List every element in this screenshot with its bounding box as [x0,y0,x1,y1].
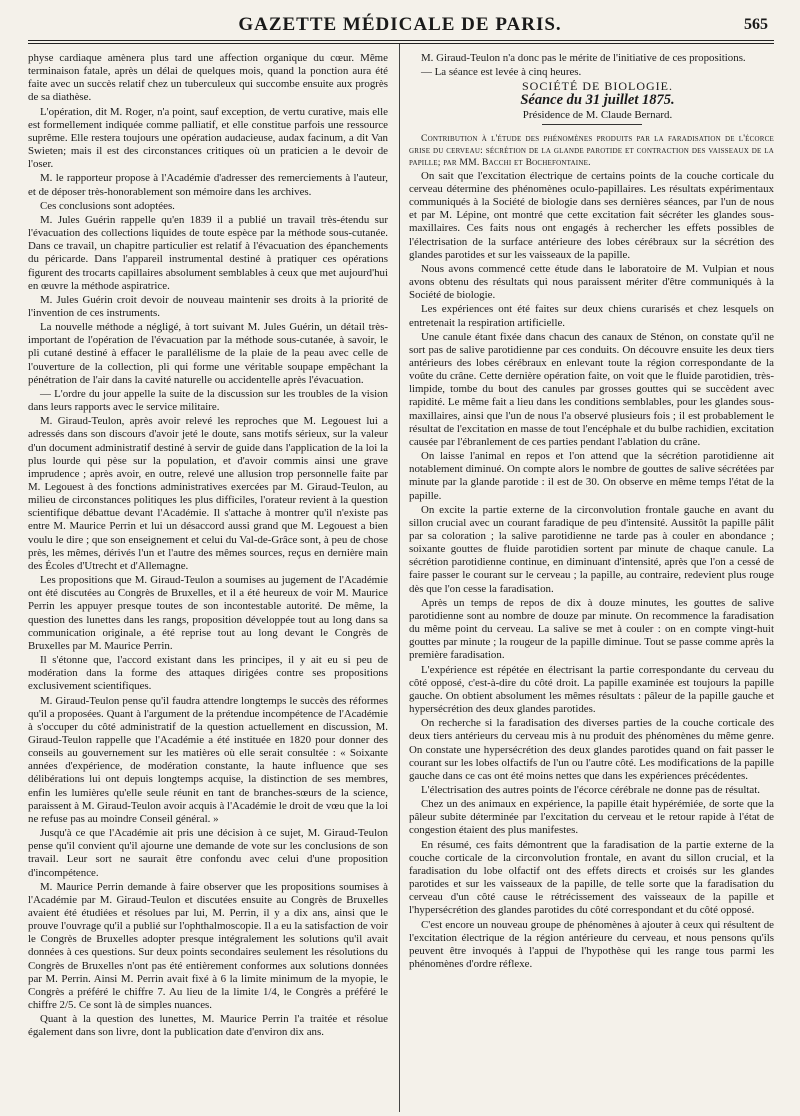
paragraph: Les propositions que M. Giraud-Teulon a soumises au jugement de l'Académie ont été discutées au Congrès de Bruxelles, et il a été heureux de voir M. Maurice Perrin les appuyer presque toutes de son incontestable autorité. De même, la question des lunettes dans les rangs, proposition développée tout au long dans sa communication originale, a été reprise tout au long devant le Congrès de Bruxelles par M. Maurice Perrin. [28,574,388,652]
paragraph: L'électrisation des autres points de l'écorce cérébrale ne donne pas de résultat. [421,783,760,796]
paragraph: L'expérience est répétée en électrisant la partie correspondante du cerveau du côté opposé, c'est-à-dire du côté droit. La papille examinée est toujours la papille gauche. On obtient absolument les mêmes résultats : pâleur de la papille gauche et hypersécrétion des deux glandes parotides. [409,663,774,716]
page-number: 565 [744,16,768,33]
paragraph: Les expériences ont été faites sur deux chiens curarisés et chez lesquels on entretenait la respiration artificielle. [409,303,774,329]
column-divider [399,44,400,1112]
journal-title: GAZETTE MÉDICALE DE PARIS. [238,14,562,35]
left-column [28,52,388,1112]
paragraph: On laisse l'animal en repos et l'on attend que la sécrétion parotidienne ait notablement diminué. On compte alors le nombre de gouttes de salive sécrétées par minute par la glande parotide : il est de 30. On observe en même temps l'état de la papille. [409,450,774,502]
paragraph: M. Jules Guérin rappelle qu'en 1839 il a publié un travail très-étendu sur l'évacuation des collections liquides de toute espèce par la méthode sous-cutanée. Dans ce travail, un chapitre particulier est relatif à l'évacuation des épanchements du péricarde. Dans l'appareil instrumental destiné à pratiquer ces opérations figurent des trocarts capillaires absolument semblables à ceux que met aujourd'hui en œuvre la méthode aspiratrice. [28,213,388,292]
paragraph: La nouvelle méthode a négligé, à tort suivant M. Jules Guérin, un détail très-important de l'opération de l'évacuation par la méthode sous-cutanée, à savoir, le pli cutané destiné à effacer le parallélisme de la plaie de la peau avec celle de l'ouverture de la collection, pli qui forme une véritable soupape empêchant la pénétration de l'air dans la cavité naturelle ou accidentelle après l'évacuation. [28,321,388,386]
paragraph: Après un temps de repos de dix à douze minutes, les gouttes de salive parotidienne sont au nombre de douze par minute. On recommence la faradisation du même point du cerveau. La salive se met à couler : on en compte vingt-huit gouttes par minute ; la rougeur de la papille diminue. Tout se passe comme après la première faradisation. [409,596,774,662]
paragraph: Jusqu'à ce que l'Académie ait pris une décision à ce sujet, M. Giraud-Teulon pense qu'il convient qu'il ajourne une demande de vote sur les conclusions de son travail. Leur sort ne saurait être confondu avec celui d'une proposition d'incompétence. [28,827,388,879]
page-header [0,10,800,38]
paragraph: M. Giraud-Teulon n'a donc pas le mérite de l'initiative de ces propositions. [421,52,746,64]
paragraph: — La séance est levée à cinq heures. [421,66,582,79]
presidency-line: Présidence de M. Claude Bernard. [522,108,673,121]
paragraph: M. Jules Guérin croit devoir de nouveau maintenir ses droits à la priorité de l'invention de ces instruments. [28,293,388,319]
paragraph: M. Giraud-Teulon, après avoir relevé les reproches que M. Legouest lui a adressés dans son discours d'avoir jeté le doute, sans motifs sérieux, sur la valeur d'un document administratif destiné à servir de guide dans l'application de la loi la plus lourde qui pèse sur la population, et d'avoir commis ainsi une grave imprudence ; après avoir, en outre, relevé une allusion trop personnelle faite par M. Legouest à des fonctions administratives exercées par M. Giraud-Teulon, au milieu de circonstances politiques les plus difficiles, l'orateur revient à la question scientifique débattue devant l'Académie. Il s'attache à montrer qu'il n'existe pas entre M. Maurice Perrin et lui un désaccord aussi grand que M. Legouest a bien voulu le dire ; que son enseignement et celui du Val-de-Grâce sont, à peu de chose près, les mêmes, dérivés l'un et l'autre des mêmes sources, reçus en dernière main des Écoles d'Utrecht et d'Allemagne. [28,415,388,572]
paragraph: Ces conclusions sont adoptées. [40,199,175,212]
paragraph: M. le rapporteur propose à l'Académie d'adresser des remerciements à l'auteur, et de déposer très-honorablement son mémoire dans les archives. [28,172,388,198]
paragraph: Il s'étonne que, l'accord existant dans les principes, il y ait eu si peu de modération dans la forme des attaques dirigées contre ses propositions exclusivement scientifiques. [28,654,388,693]
paragraph: C'est encore un nouveau groupe de phénomènes à ajouter à ceux qui résultent de l'excitation électrique de la région antérieure du cerveau, et nous pensons qu'ils peuvent être invoqués à l'appui de l'hypothèse qui les range tous parmi les phénomènes d'ordre réflexe. [409,918,774,970]
session-title: Séance du 31 juillet 1875. [520,92,675,109]
paragraph: physe cardiaque amènera plus tard une affection organique du cœur. Même terminaison fatale, après un délai de quelques mois, quand la ponction aura été faite avec un succès relatif chez un tuberculeux qui succombe ensuite aux progrès de sa diathèse. [28,52,388,104]
paragraph: M. Maurice Perrin demande à faire observer que les propositions soumises à l'Académie par M. Giraud-Teulon et discutées ensuite au Congrès de Bruxelles avaient été étudiées et résolues par lui, M. Perrin, il y a dix ans, ainsi que le prouve l'ouvrage qu'il a publié sur l'ophthalmoscopie. Il a eu la satisfaction de voir le Congrès de Bruxelles adopter presque intégralement les solutions qu'il avait données à ces questions. Sur deux points secondaires seulement les résolutions du Congrès de Bruxelles n'ont pas été entièrement conformes aux solutions données par M. Perrin. Ainsi M. Perrin avait fixé à 6 la limite minimum de la myopie, le Congrès a préféré le chiffre 7. Au lieu de la limite 1/4, le Congrès a préféré le chiffre 2/5. Ce sont là de simples nuances. [28,880,388,1012]
paragraph: Chez un des animaux en expérience, la papille était hypérémiée, de sorte que la pâleur subite déterminée par l'excitation du cerveau et le retour rapide à l'état de congestion étaient des plus manifestes. [409,798,774,837]
header-rule [28,40,774,41]
paragraph: Quant à la question des lunettes, M. Maurice Perrin l'a traitée et résolue également dans son livre, dont la publication date d'environ dix ans. [28,1013,388,1039]
paragraph: On sait que l'excitation électrique de certains points de la couche corticale du cerveau détermine des phénomènes oculo-papillaires. Les résultats expérimentaux communiqués à la Société de biologie dans ses dernières séances, par l'un de nous et par M. Lépine, ont montré que cette excitation fait sécréter les glandes sous-maxillaires. Ces faits nous ont engagés à rechercher les effets possibles de l'électrisation de la surface antérieure des lobes cérébraux sur la sécrétion des glandes parotides et sur les vaisseaux de la papille. [409,169,774,261]
paragraph: M. Giraud-Teulon pense qu'il faudra attendre longtemps le succès des réformes qu'il a proposées. Quant à l'argument de la prétendue incompétence de l'Académie à s'occuper du côté administratif de la question actuellement en discussion, M. Giraud-Teulon rappelle que l'Académie a été instituée en 1820 pour donner des conseils au gouvernement sur les matières où elle serait consultée : « Soixante années d'expérience, de modération constante, la haute influence que ses délibérations lui ont depuis longtemps acquise, la distinction de ses membres, enfin les lumières qu'elle seule réunit en tant de branches-sœurs de la science, paraissent à M. Giraud-Teulon avoir acquis à l'Académie le droit de vœu que la loi ne refuse pas au moindre Conseil général. » [28,694,388,825]
paragraph: On recherche si la faradisation des diverses parties de la couche corticale des deux tiers antérieurs du cerveau mis à nu produit des phénomènes du même genre. On constate une hypersécrétion des deux glandes parotides quand on fait passer le courant sur les lobes olfactifs de l'un ou l'autre côté. Les modifications de la papille gauche dans ce cas ont été moins nettes que dans les expériences précédentes. [409,717,774,782]
paragraph: En résumé, ces faits démontrent que la faradisation de la partie externe de la couche corticale de la circonvolution frontale, en avant du sillon crucial, et la faradisation du lobe olfactif ont des effets directs et croisés sur les glandes parotides et sur les vaisseaux de la papille, de telle sorte que la faradisation du cerveau d'un côté cause le rétrécissement des vaisseaux de la papille et l'hypersécrétion des glandes parotides du côté correspondant et du côté opposé. [409,838,774,917]
right-column [409,52,774,1112]
paragraph: Nous avons commencé cette étude dans le laboratoire de M. Vulpian et nous avons obtenu des résultats qui nous paraissent mériter d'être communiqués à la Société de biologie. [409,262,774,302]
paragraph: — L'ordre du jour appelle la suite de la discussion sur les troubles de la vision dans leurs rapports avec le service militaire. [28,387,388,414]
section-rule [542,124,642,125]
paragraph: On excite la partie externe de la circonvolution frontale gauche en avant du sillon crucial avec un courant faradique de peu d'intensité. Aussitôt la papille pâlit par sa coloration ; la salive parotidienne ne tarde pas à couler en abondance ; soixante gouttes de fluide parotidien sortent par minute de chaque canule. La sécrétion parotidienne continue, en diminuant d'intensité, après que l'on a cessé de faire passer le courant sur le cerveau ; la papille, au contraire, redevient plus rouge dès que l'on cesse la faradisation. [409,503,774,595]
paragraph: L'opération, dit M. Roger, n'a point, sauf exception, de vertu curative, mais elle est formellement indiquée comme palliatif, et elle constitue parfois une ressource suprême. Elle restera toujours une opération audacieuse, audax facinum, a dit Van Swieten; mais il est des circonstances critiques où un praticien a le devoir de l'oser. [28,105,388,171]
header-rule-double [28,43,774,44]
section-title: SOCIÉTÉ DE BIOLOGIE. [522,79,673,94]
contribution-title: Contribution à l'étude des phénomènes produits par la faradisation de l'écorce grise du cerveau: sécrétion de la glande parotide et contraction des vaisseaux de la papille; par MM. Bacchi et Bochefontaine. [409,132,774,168]
paragraph: Une canule étant fixée dans chacun des canaux de Sténon, on constate qu'il ne sort pas de salive parotidienne par ces conduits. On découvre ensuite les deux tiers antérieurs des lobes cérébraux en enlevant toute la région correspondante de la voûte du crâne. Cette dernière opération faite, on voit que le fluide parotidien, très-limpide, tombe du bout des canules par grosses gouttes qui se succèdent avec rapidité. Le même fait a lieu dans les conditions semblables, pour les glandes sous-maxillaires, ainsi que l'un de nous l'a observé plusieurs fois ; il est probablement le résultat de l'excitation en masse de tout l'encéphale et du bulbe rachidien, excitation causée par l'ébranlement de ces parties pendant l'ablation du crâne. [409,330,774,448]
